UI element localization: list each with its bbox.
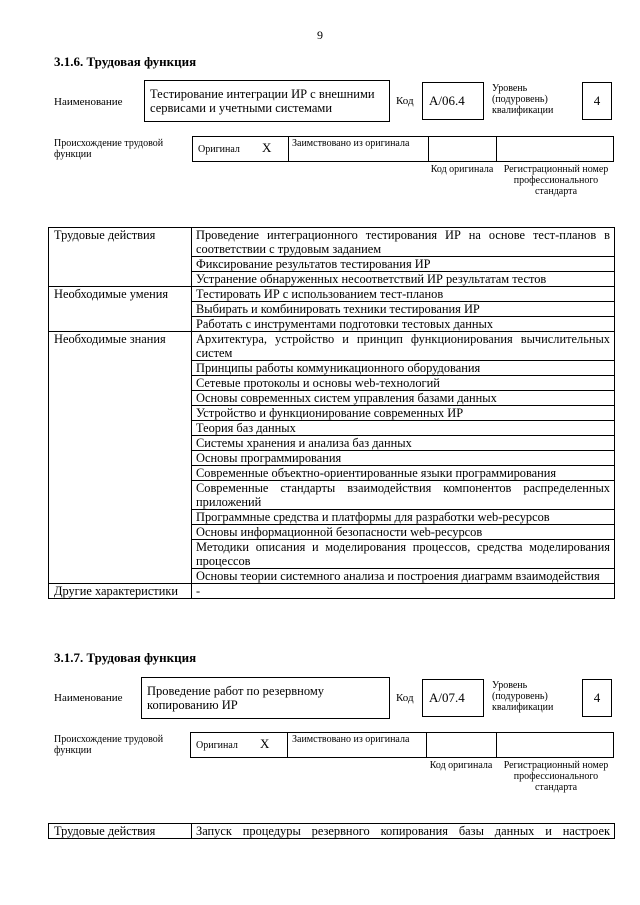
level-value: 4	[582, 82, 612, 120]
list-item: Теория баз данных	[192, 421, 615, 436]
original-code-label: Код оригинала	[429, 760, 493, 771]
list-item: Основы теории системного анализа и построения диаграмм взаимодействия	[192, 569, 615, 584]
name-label: Наименование	[54, 95, 123, 108]
list-item: Основы современных систем управления базами данных	[192, 391, 615, 406]
list-item: Запуск процедуры резервного копирования базы данных и настроек	[192, 824, 615, 839]
labor-actions-label: Трудовые действия	[49, 228, 192, 287]
level-label: Уровень (подуровень) квалификации	[492, 83, 554, 116]
other-characteristics-value: -	[192, 584, 615, 599]
level-value: 4	[582, 679, 612, 717]
list-item: Проведение интеграционного тестирования ИР на основе тест-планов в соответствии с трудовым заданием	[192, 228, 615, 257]
function-name-value: Тестирование интеграции ИР с внешними сервисами и учетными системами	[144, 80, 390, 122]
divider	[288, 136, 289, 162]
original-label: Оригинал	[198, 143, 240, 155]
code-value: А/06.4	[422, 82, 484, 120]
original-mark: X	[262, 140, 272, 155]
reg-number-label: Регистрационный номер профессионального стандарта	[503, 164, 609, 197]
labor-function-table-2	[48, 823, 615, 839]
table-row	[49, 824, 615, 839]
divider	[496, 136, 497, 162]
original-code-label: Код оригинала	[430, 164, 494, 175]
other-characteristics-label: Другие характеристики	[49, 584, 192, 599]
level-label: Уровень (подуровень) квалификации	[492, 680, 554, 713]
list-item: Современные стандарты взаимодействия компонентов распределенных приложений	[192, 481, 615, 510]
list-item: Тестировать ИР с использованием тест-планов	[192, 287, 615, 302]
section-title-3-1-6: 3.1.6. Трудовая функция	[54, 54, 197, 69]
list-item: Системы хранения и анализа баз данных	[192, 436, 615, 451]
list-item: Методики описания и моделирования процессов, средства моделирования процессов	[192, 540, 615, 569]
name-label: Наименование	[54, 691, 123, 704]
code-label: Код	[396, 691, 414, 704]
function-name-value: Проведение работ по резервному копированию ИР	[141, 677, 390, 719]
list-item: Сетевые протоколы и основы web-технологий	[192, 376, 615, 391]
list-item: Фиксирование результатов тестирования ИР	[192, 257, 615, 272]
divider	[428, 136, 429, 162]
list-item: Устройство и функционирование современных ИР	[192, 406, 615, 421]
original-mark: X	[260, 736, 270, 751]
borrowed-label: Заимствовано из оригинала	[292, 138, 410, 149]
list-item: Основы информационной безопасности web-ресурсов	[192, 525, 615, 540]
table-row	[49, 228, 615, 257]
list-item: Работать с инструментами подготовки тестовых данных	[192, 317, 615, 332]
page-number: 9	[317, 28, 323, 42]
list-item: Выбирать и комбинировать техники тестирования ИР	[192, 302, 615, 317]
list-item: Архитектура, устройство и принцип функционирования вычислительных систем	[192, 332, 615, 361]
table-row	[49, 287, 615, 302]
code-value: А/07.4	[422, 679, 484, 717]
list-item: Современные объектно-ориентированные языки программирования	[192, 466, 615, 481]
reg-number-label: Регистрационный номер профессионального стандарта	[503, 760, 609, 793]
skills-label: Необходимые умения	[49, 287, 192, 332]
table-row	[49, 332, 615, 361]
labor-function-table	[48, 227, 615, 599]
borrowed-label: Заимствовано из оригинала	[292, 734, 410, 745]
list-item: Основы программирования	[192, 451, 615, 466]
divider	[496, 732, 497, 758]
table-row	[49, 584, 615, 599]
divider	[287, 732, 288, 758]
section-title-3-1-7: 3.1.7. Трудовая функция	[54, 650, 197, 665]
labor-actions-label: Трудовые действия	[49, 824, 192, 839]
original-label: Оригинал	[196, 739, 238, 751]
origin-label: Происхождение трудовой функции	[54, 734, 164, 756]
divider	[426, 732, 427, 758]
knowledge-label: Необходимые знания	[49, 332, 192, 584]
list-item: Устранение обнаруженных несоответствий ИР результатам тестов	[192, 272, 615, 287]
list-item: Программные средства и платформы для разработки web-ресурсов	[192, 510, 615, 525]
origin-label: Происхождение трудовой функции	[54, 138, 164, 160]
list-item: Принципы работы коммуникационного оборудования	[192, 361, 615, 376]
code-label: Код	[396, 94, 414, 107]
